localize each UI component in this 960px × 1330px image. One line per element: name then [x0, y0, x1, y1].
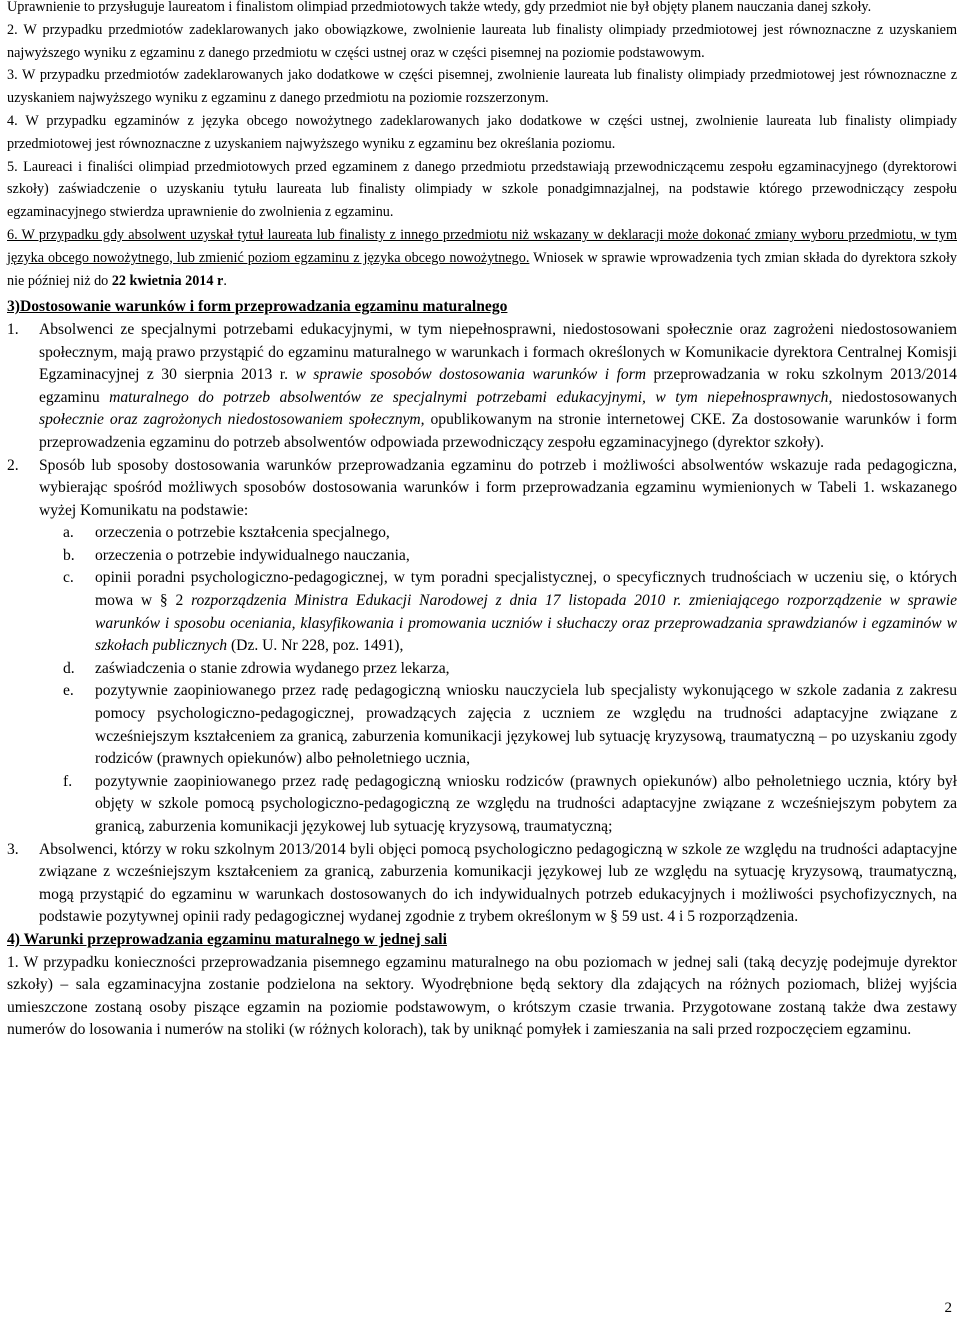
sub-item-e — [7, 680, 957, 770]
sub-item-e-letter: e. — [63, 682, 74, 700]
section-3-item-2 — [7, 455, 957, 523]
sub-item-f-text: pozytywnie zaopiniowanego przez radę pedagogiczną wniosku rodziców (prawnych opiekunów) albo pełnoletniego ucznia, który był objęty w szkole pomocą psychologiczno-pedagogiczną ze względu na trudności adaptacyjne związane z wcześniejszym pobytem za granicą, zaburzenia komunikacji językowej lub sytuację kryzysową, traumatyczną; — [95, 772, 957, 836]
section-3-item-3-body: Absolwenci, którzy w roku szkolnym 2013/2014 byli objęci pomocą psychologiczno pedagogiczną w szkole ze względu na trudności adaptacyjne związane z wcześniejszym kształceniem za granicą, zaburzenia komunikacji językowej lub ze względu na sytuację kryzysową, traumatyczną, mogą przystąpić do egzaminu w warunkach dostosowanych do ich indywidualnych potrzeb edukacyjnych i możliwości psychofizycznych, na podstawie pozytywnej opinii rady pedagogicznej wydanej zgodnie z trybem określonym w § 59 ust. 4 i 5 rozporządzenia. — [39, 840, 957, 926]
sub-item-a-text: orzeczenia o potrzebie kształcenia specjalnego, — [95, 524, 390, 542]
section-3-heading: 3)Dostosowanie warunków i form przeprowadzania egzaminu maturalnego — [7, 298, 508, 316]
item-3: 3. W przypadku przedmiotów zadeklarowanych jako dodatkowe w części pisemnej, zwolnienie laureata lub finalisty olimpiady przedmiotowej jest równoznaczne z uzyskaniem najwyższego wyniku z egzaminu z danego przedmiotu na poziomie rozszerzonym. — [7, 67, 957, 107]
item-6-date: 22 kwietnia 2014 r — [111, 272, 224, 289]
s3p1-text-c: niedostosowanych — [832, 388, 957, 406]
section-3-item-1-body — [39, 319, 957, 455]
item-4: 4. W przypadku egzaminów z języka obcego nowożytnego zadeklarowanych jako dodatkowe w części ustnej, zwolnienie laureata lub finalisty olimpiady przedmiotowej jest równoznaczne z uzyskaniem najwyższego wyniku z egzaminu bez określania poziomu. — [7, 112, 957, 152]
s3p1-text-b: przeprowadzania w roku szkolnym 2013/2014 egzaminu — [39, 366, 957, 406]
paragraph-intro: Uprawnienie to przysługuje laureatom i finalistom olimpiad przedmiotowych także wtedy, gdy przedmiot nie był objęty planem nauczania danej szkoły. — [7, 0, 872, 15]
sub-item-c — [7, 567, 957, 657]
sub-item-b-text: orzeczenia o potrzebie indywidualnego nauczania, — [95, 546, 410, 564]
page-number: 2 — [944, 1300, 952, 1316]
item-5: 5. Laureaci i finaliści olimpiad przedmiotowych przed egzaminem z danego przedmiotu przedstawiają przewodniczącemu zespołu egzaminacyjnego (dyrektorowi szkoły) zaświadczenie o uzyskaniu tytułu laureata lub finalisty olimpiady w szkole ponadgimnazjalnej, na podstawie którego przewodniczący zespołu egzaminacyjnego stwierdza uprawnienie do zwolnienia z egzaminu. — [7, 158, 957, 221]
item-6-rest: Wniosek w sprawie wprowadzenia tych zmian składa do dyrektora szkoły nie później niż do — [7, 249, 957, 289]
sub-item-d — [7, 658, 957, 681]
sub-item-d-letter: d. — [63, 659, 75, 677]
s3p1-italic-3: społecznie oraz zagrożonych niedostosowaniem społecznym, — [39, 411, 425, 429]
item-6-underlined: 6. W przypadku gdy absolwent uzyskał tytuł laureata lub finalisty z innego przedmiotu niż wskazany w deklaracji może dokonać zmiany wyboru przedmiotu, w tym języka obcego nowożytnego, lub zmienić poziom egzaminu z języka obcego nowożytnego. — [7, 226, 957, 266]
item-2: 2. W przypadku przedmiotów zadeklarowanych jako obowiązkowe, zwolnienie laureata lub finalisty olimpiady przedmiotowej jest równoznaczne z uzyskaniem najwyższego wyniku z egzaminu z danego przedmiotu w części ustnej oraz w części pisemnej na poziomie podstawowym. — [7, 21, 957, 61]
sub-item-c-text: opinii poradni psychologiczno-pedagogicznej, w tym poradni specjalistycznej, o specyficznych trudnościach w uczeniu się, o których mowa w § 2 — [95, 569, 957, 610]
sub-item-c-body — [95, 567, 957, 657]
section-3-item-1 — [7, 319, 957, 455]
section-3-item-2-body: Sposób lub sposoby dostosowania warunków przeprowadzania egzaminu do potrzeb i możliwości absolwentów wskazuje rada pedagogiczna, wybierając spośród możliwych sposobów dostosowania warunków i form przeprowadzania egzaminu wymienionych w Tabeli 1. wskazanego wyżej Komunikatu na podstawie: — [39, 456, 957, 519]
sub-item-b — [7, 545, 957, 568]
sub-item-c-italic: rozporządzenia Ministra Edukacji Narodowej z dnia 17 listopada 2010 r. zmieniającego rozporządzenie w sprawie warunków i sposobu oceniania, klasyfikowania i promowania uczniów i słuchaczy oraz przeprowadzania sprawdzianów i egzaminów w szkołach publicznych — [95, 592, 958, 655]
section-3-item-2-number: 2. — [7, 456, 19, 474]
section-4-item-1: 1. W przypadku konieczności przeprowadzania pisemnego egzaminu maturalnego na obu poziomach w jednej sali (taką decyzję podejmuje dyrektor szkoły) – sala egzaminacyjna zostanie podzielona na sektory. Wyodrębnione będą sektory dla zdających na różnych poziomach, bliżej wyjścia umieszczone zostaną osoby piszące egzamin na poziomie podstawowym, o krótszym czasie trwania. Przygotowane zostaną także dwa zestawy numerów do losowania i numerów na stoliki (w różnych kolorach), tak by uniknąć pomyłek i zamieszania na sali przed rozpoczęciem egzaminu. — [7, 953, 957, 1039]
section-3-item-3-number: 3. — [7, 840, 19, 858]
sub-item-c-tail: (Dz. U. Nr 228, poz. 1491), — [227, 637, 404, 655]
item-6 — [7, 224, 957, 292]
sub-item-c-letter: c. — [63, 569, 74, 587]
sub-item-f-letter: f. — [63, 772, 73, 790]
section-3-item-3 — [7, 839, 957, 929]
section-3-item-1-number: 1. — [7, 320, 19, 338]
sub-item-d-text: zaświadczenia o stanie zdrowia wydanego przez lekarza, — [95, 659, 450, 677]
section-4-heading: 4) Warunki przeprowadzania egzaminu maturalnego w jednej sali — [7, 930, 447, 948]
sub-item-f — [7, 771, 957, 839]
sub-item-e-text: pozytywnie zaopiniowanego przez radę pedagogiczną wniosku nauczyciela lub specjalisty wykonującego w szkole zadania z zakresu pomocy psychologiczno-pedagogicznej, prowadzących zajęcia z uczniem ze względu na trudności adaptacyjne związane z wcześniejszym kształceniem za granicą, zaburzenia komunikacji językowej lub sytuację kryzysową, traumatyczną – po uzyskaniu zgody rodziców (prawnych opiekunów) albo pełnoletniego ucznia, — [95, 682, 957, 768]
sub-item-b-letter: b. — [63, 546, 75, 564]
sub-item-a-letter: a. — [63, 524, 74, 542]
sub-item-a — [7, 522, 957, 545]
s3p1-text-a: Absolwenci ze specjalnymi potrzebami edukacyjnymi, w tym niepełnosprawni, niedostosowani społecznie oraz zagrożeni niedostosowaniem społecznym, mają prawo przystąpić do egzaminu maturalnego w warunkach i formach określonych w Komunikacie dyrektora Centralnej Komisji Egzaminacyjnej z 30 sierpnia 2013 r. — [39, 320, 957, 384]
item-6-end: . — [223, 272, 227, 289]
s3p1-text-d: opublikowanym na stronie internetowej CKE. Za dostosowanie warunków i form przeprowadzenia egzaminu do potrzeb absolwentów odpowiada przewodniczący zespołu egzaminacyjnego (dyrektor szkoły). — [39, 411, 957, 451]
s3p1-italic-1: w sprawie sposobów dostosowania warunków i form — [295, 366, 647, 384]
s3p1-italic-2: maturalnego do potrzeb absolwentów ze specjalnymi potrzebami edukacyjnymi, w tym niepełnosprawnych, — [109, 388, 833, 406]
document-page — [7, 0, 957, 1042]
